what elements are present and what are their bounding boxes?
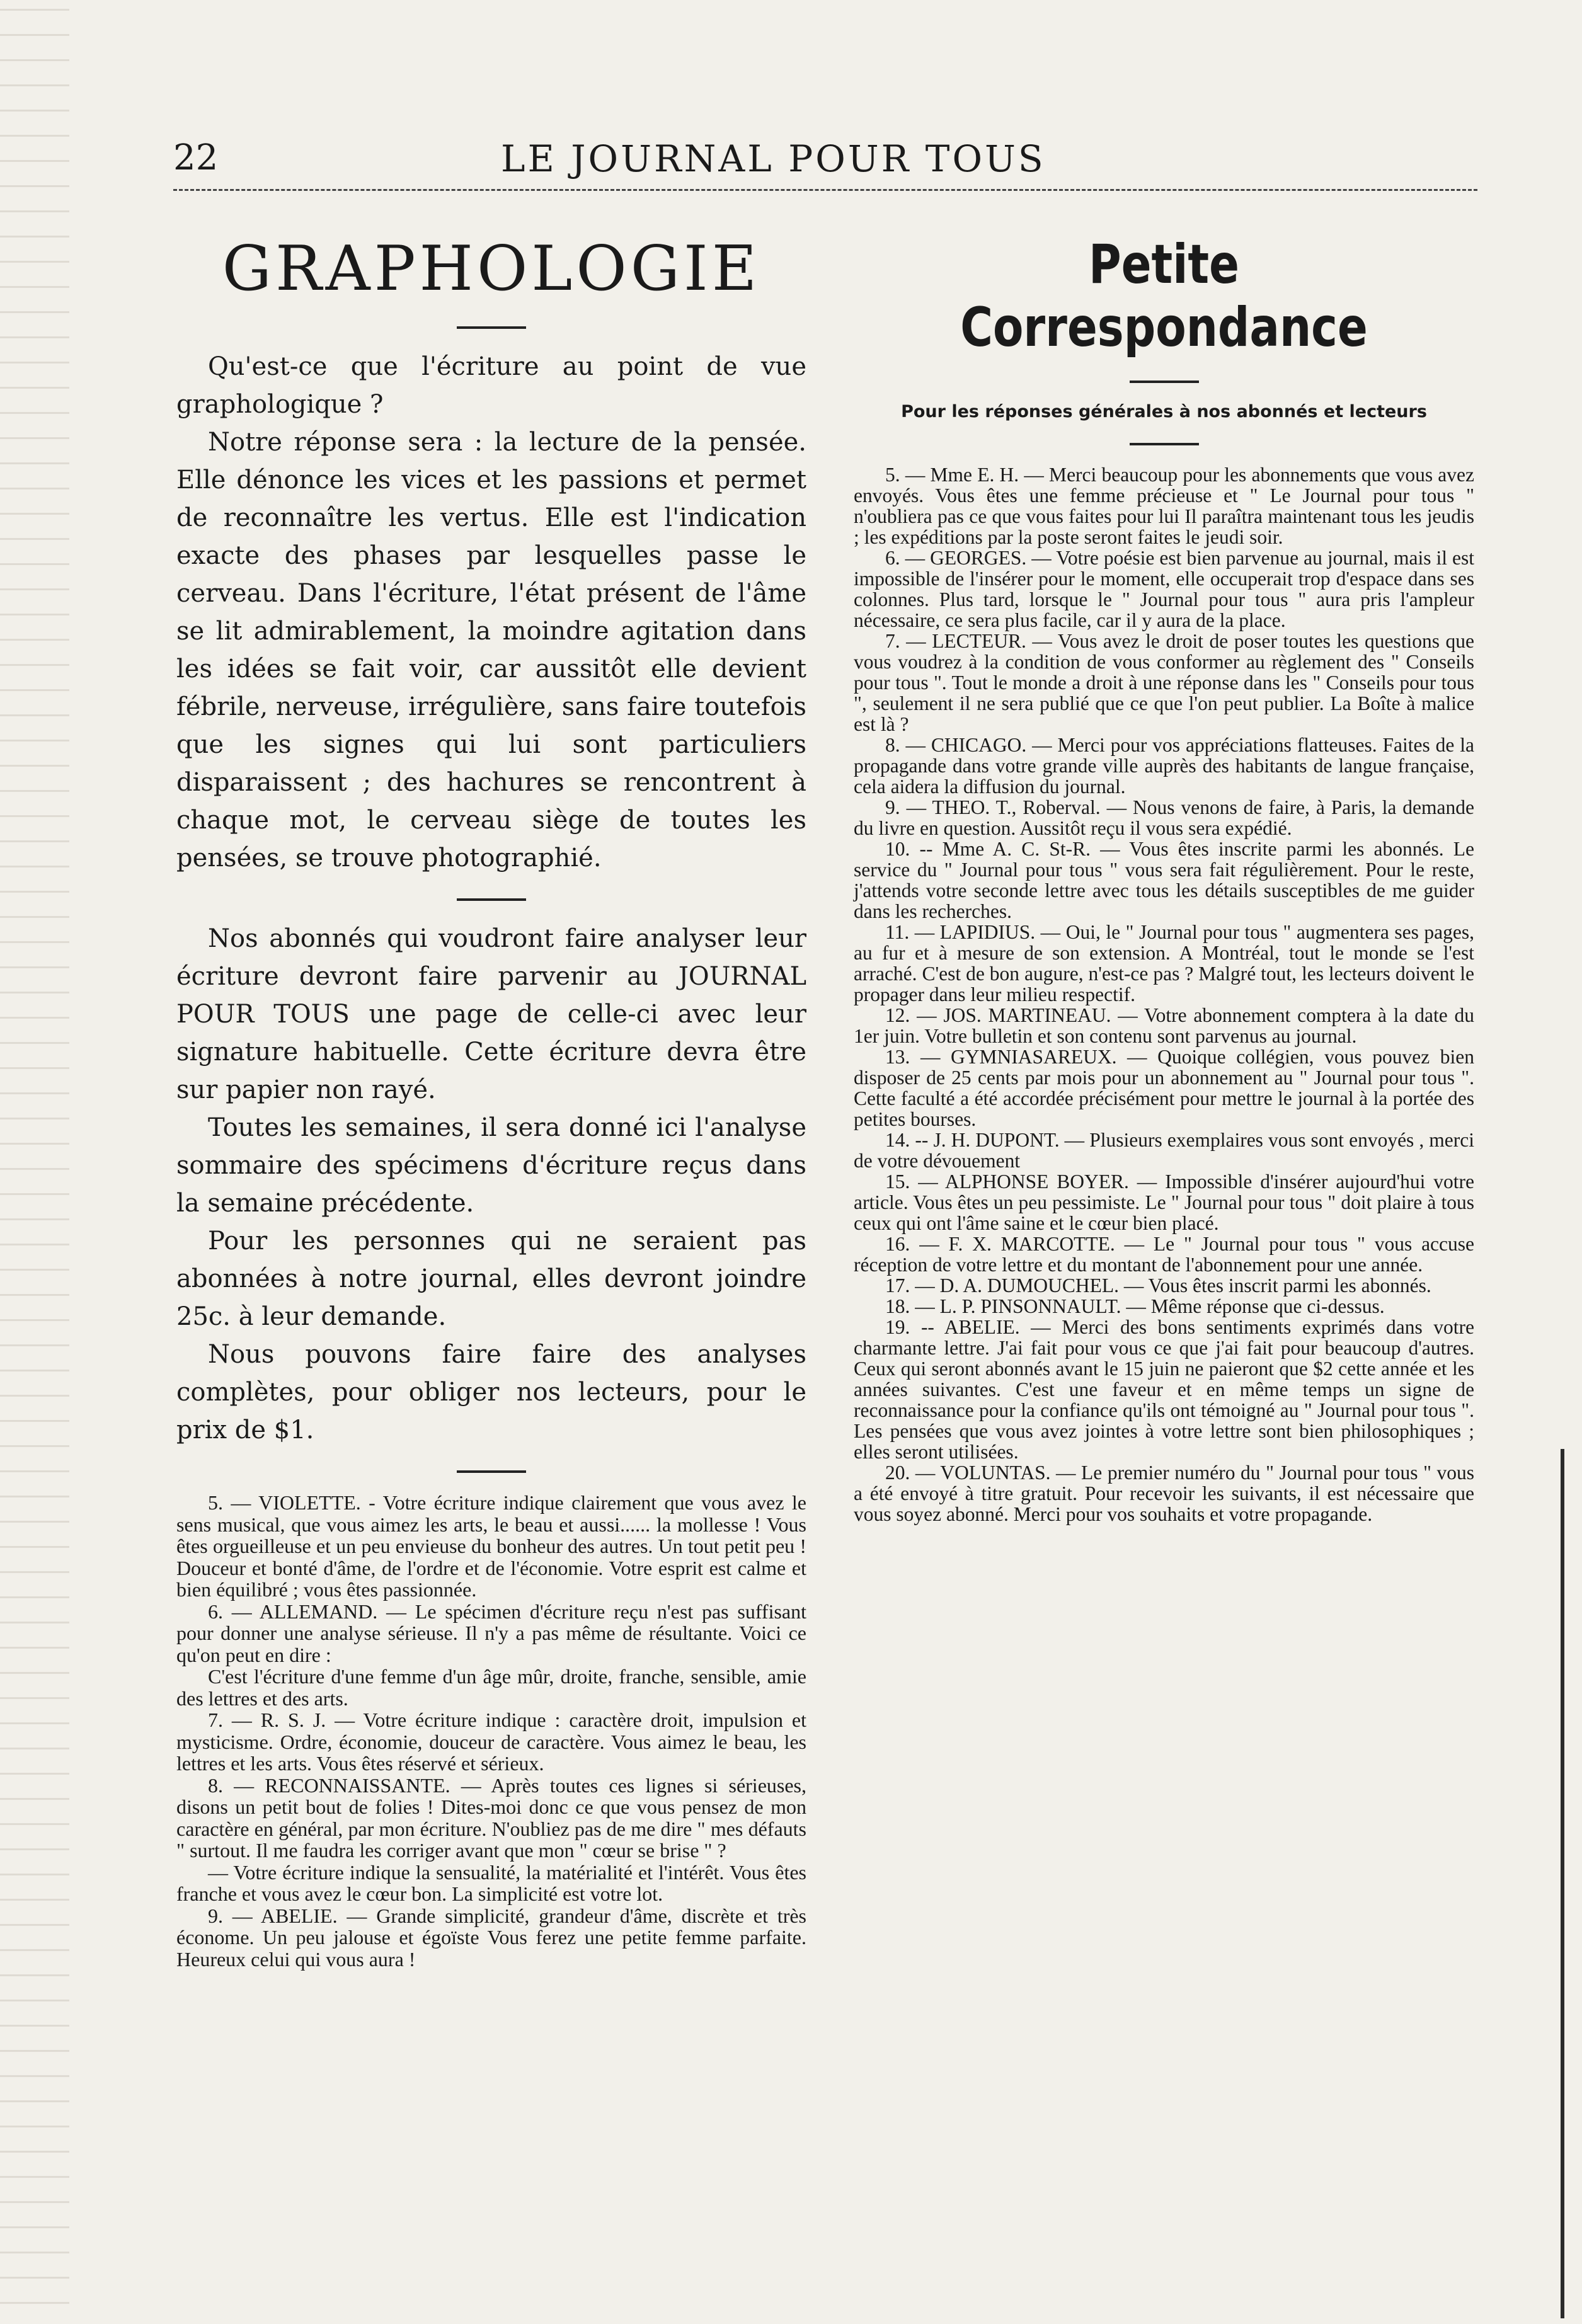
intro-paragraph: Qu'est-ce que l'écriture au point de vue graphologique ? [176,352,806,419]
correspondence-subtitle: Pour les réponses générales à nos abonnés et lecteurs [901,402,1427,421]
correspondence-entry: 7. — LECTEUR. — Vous avez le droit de poser toutes les questions que vous voudrez à la condition de vous conformer au règlement des " Conseils pour tous ". Tout le monde a droit à une réponse dans les " Conseils pour tous ", seulement il ne sera publié que ce que l'on peut publier. La Boîte à malice est là ? [854,630,1474,735]
binding-rule [1561,1449,1564,2318]
correspondence-entry: 15. — ALPHONSE BOYER. — Impossible d'insérer aujourd'hui votre article. Vous êtes un peu pessimiste. Le " Journal pour tous " doit plaire à tous ceux qui ont l'âme saine et le cœur bien placé. [854,1171,1474,1234]
intro-paragraph: Notre réponse sera : la lecture de la pensée. Elle dénonce les vices et les passions et permet de reconnaître les vertus. Elle est l'indication exacte des phases par lesquelles passe le cerveau. Dans l'écriture, l'état présent de l'âme se lit admirablement, la moindre agitation dans les idées se fait voir, car aussitôt elle devient fébrile, nerveuse, irrégulière, sans faire toutefois que les signes qui lui sont particuliers disparaissent ; des hachures se rencontrent à chaque mot, le cerveau siège de toutes les pensées, se trouve photographié. [176,428,806,873]
correspondence-entry: 19. -- ABELIE. — Merci des bons sentiments exprimés dans votre charmante lettre. J'ai fait pour vous ce que j'ai fait pour beaucoup d'autres. Ceux qui seront abonnés avant le 15 juin ne paieront que $2 cette année et les années suivantes. C'est une faveur et en même temps un signe de reconnaissance pour la confiance qu'ils ont témoigné au " Journal pour tous ". Les pensées que vous avez jointes à votre lettre sont bien philosophiques ; elles seront utilisées. [854,1316,1474,1463]
correspondence-entry: 16. — F. X. MARCOTTE. — Le " Journal pour tous " vous accuse réception de votre lettre et du montant de l'abonnement pour une année. [854,1233,1474,1276]
correspondence-entry: 9. — THEO. T., Roberval. — Nous venons de faire, à Paris, la demande du livre en question. Aussitôt reçu il vous sera expédié. [854,796,1474,839]
correspondence-entry: 11. — LAPIDIUS. — Oui, le " Journal pour tous " augmentera ses pages, au fur et à mesure de son extension. A Montréal, tout le monde se l'est arraché. C'est de bon augure, n'est-ce pas ? Malgré tout, les lecteurs doivent le propager dans leur milieu respectif. [854,921,1474,1005]
graphology-title: GRAPHOLOGIE [222,233,761,305]
analysis-entry: 8. — RECONNAISSANTE. — Après toutes ces lignes si sérieuses, disons un petit bout de folies ! Dites-moi donc ce que vous pensez de mon caractère en général, par mon écriture. N'oubliez pas de me dire " mes défauts " surtout. Il me faudra les corriger avant que mon " cœur se brise " ? [176,1773,806,1862]
scan-edge [0,0,69,2324]
correspondence-entry: 8. — CHICAGO. — Merci pour vos appréciations flatteuses. Faites de la propagande dans votre grande ville auprès des habitants de langue française, cela aidera la diffusion du journal. [854,734,1474,798]
correspondence-entry: 20. — VOLUNTAS. — Le premier numéro du " Journal pour tous " vous a été envoyé à titre gratuit. Pour recevoir les suivants, il est nécessaire que vous soyez abonné. Merci pour vos souhaits et votre propagande. [854,1462,1474,1525]
correspondence-entry: 12. — JOS. MARTINEAU. — Votre abonnement comptera à la date du 1er juin. Votre bulletin et son contenu sont parvenus au journal. [854,1004,1474,1047]
analysis-entry: 9. — ABELIE. — Grande simplicité, grandeur d'âme, discrète et très économe. Un peu jalouse et égoïste Vous ferez une petite femme parfaite. Heureux celui qui vous aura ! [176,1904,806,1971]
page-header [173,137,1471,181]
notice-paragraph: Pour les personnes qui ne seraient pas abonnées à notre journal, elles devront joindre 25c. à leur demande. [176,1227,806,1331]
correspondence-entry: 13. — GYMNIASAREUX. — Quoique collégien, vous pouvez bien disposer de 25 cents par mois pour un abonnement au " Journal pour tous ". Cette faculté a été accordée précisément pour mettre le journal à la portée des petites bourses. [854,1046,1474,1130]
running-title: LE JOURNAL POUR TOUS [501,137,1046,180]
correspondence-title: Petite Correspondance [960,233,1368,359]
analysis-entry: 5. — VIOLETTE. - Votre écriture indique clairement que vous avez le sens musical, que vous aimez les arts, le beau et aussi...... la mollesse ! Vous êtes orgueilleuse et un peu envieuse du bonheur des autres. Un tout petit peu ! Douceur et bonté d'âme, de l'ordre et de l'économie. Votre esprit est calme et bien équilibré ; vous êtes passionnée. [176,1491,806,1601]
correspondence-entry: 14. -- J. H. DUPONT. — Plusieurs exemplaires vous sont envoyés , merci de votre dévouement [854,1129,1474,1172]
section-divider [1130,443,1199,445]
title-divider [1130,381,1199,383]
section-divider [457,898,526,901]
correspondence-entry: 10. -- Mme A. C. St-R. — Vous êtes inscrite parmi les abonnés. Le service du " Journal pour tous " vous sera fait régulièrement. Pour le reste, j'attends votre seconde lettre avec tous les détails susceptibles de me guider dans les recherches. [854,838,1474,922]
analysis-entry: 7. — R. S. J. — Votre écriture indique : caractère droit, impulsion et mysticisme. Ordre, économie, douceur de caractère. Vous aimez le beau, les lettres et les arts. Vous êtes réservé et sérieux. [176,1709,806,1775]
correspondence-entries [854,464,1474,1525]
page-number: 22 [173,137,219,178]
graphology-column [176,214,806,1970]
section-divider [457,1470,526,1473]
analysis-entry: — Votre écriture indique la sensualité, la matérialité et l'intérêt. Vous êtes franche et vous avez le cœur bon. La simplicité est votre lot. [176,1860,806,1905]
graphology-notice [176,920,806,1449]
correspondence-column [854,214,1474,1525]
correspondence-entry: 5. — Mme E. H. — Merci beaucoup pour les abonnements que vous avez envoyés. Vous êtes une femme précieuse et " Le Journal pour tous " n'oubliera pas ce que vous faites pour lui Il paraîtra maintenant tous les jeudis ; les expéditions par la poste seront faites le jeudi soir. [854,464,1474,548]
handwriting-analyses [176,1492,806,1970]
correspondence-entry: 6. — GEORGES. — Votre poésie est bien parvenue au journal, mais il est impossible de l'insérer pour le moment, elle occuperait trop d'espace dans ses colonnes. Plus tard, lorsque le " Journal pour tous " aura pris l'ampleur nécessaire, ce sera plus facile, car il y aura de la place. [854,547,1474,631]
correspondence-entry: 17. — D. A. DUMOUCHEL. — Vous êtes inscrit parmi les abonnés. [885,1274,1431,1297]
analysis-entry: C'est l'écriture d'une femme d'un âge mûr, droite, franche, sensible, amie des lettres et des arts. [176,1665,806,1710]
header-divider [173,189,1477,193]
graphology-intro [176,348,806,877]
correspondence-entry: 18. — L. P. PINSONNAULT. — Même réponse que ci-dessus. [885,1295,1385,1317]
title-divider [457,326,526,329]
notice-paragraph: Nous pouvons faire faire des analyses complètes, pour obliger nos lecteurs, pour le prix de $1. [176,1340,806,1445]
analysis-entry: 6. — ALLEMAND. — Le spécimen d'écriture reçu n'est pas suffisant pour donner une analyse sérieuse. Il n'y a pas même de résultante. Voici ce qu'on peut en dire : [176,1600,806,1666]
notice-paragraph: Nos abonnés qui voudront faire analyser leur écriture devront faire parvenir au JOURNAL POUR TOUS une page de celle-ci avec leur signature habituelle. Cette écriture devra être sur papier non rayé. [176,924,806,1104]
notice-paragraph: Toutes les semaines, il sera donné ici l'analyse sommaire des spécimens d'écriture reçus dans la semaine précédente. [176,1113,806,1218]
